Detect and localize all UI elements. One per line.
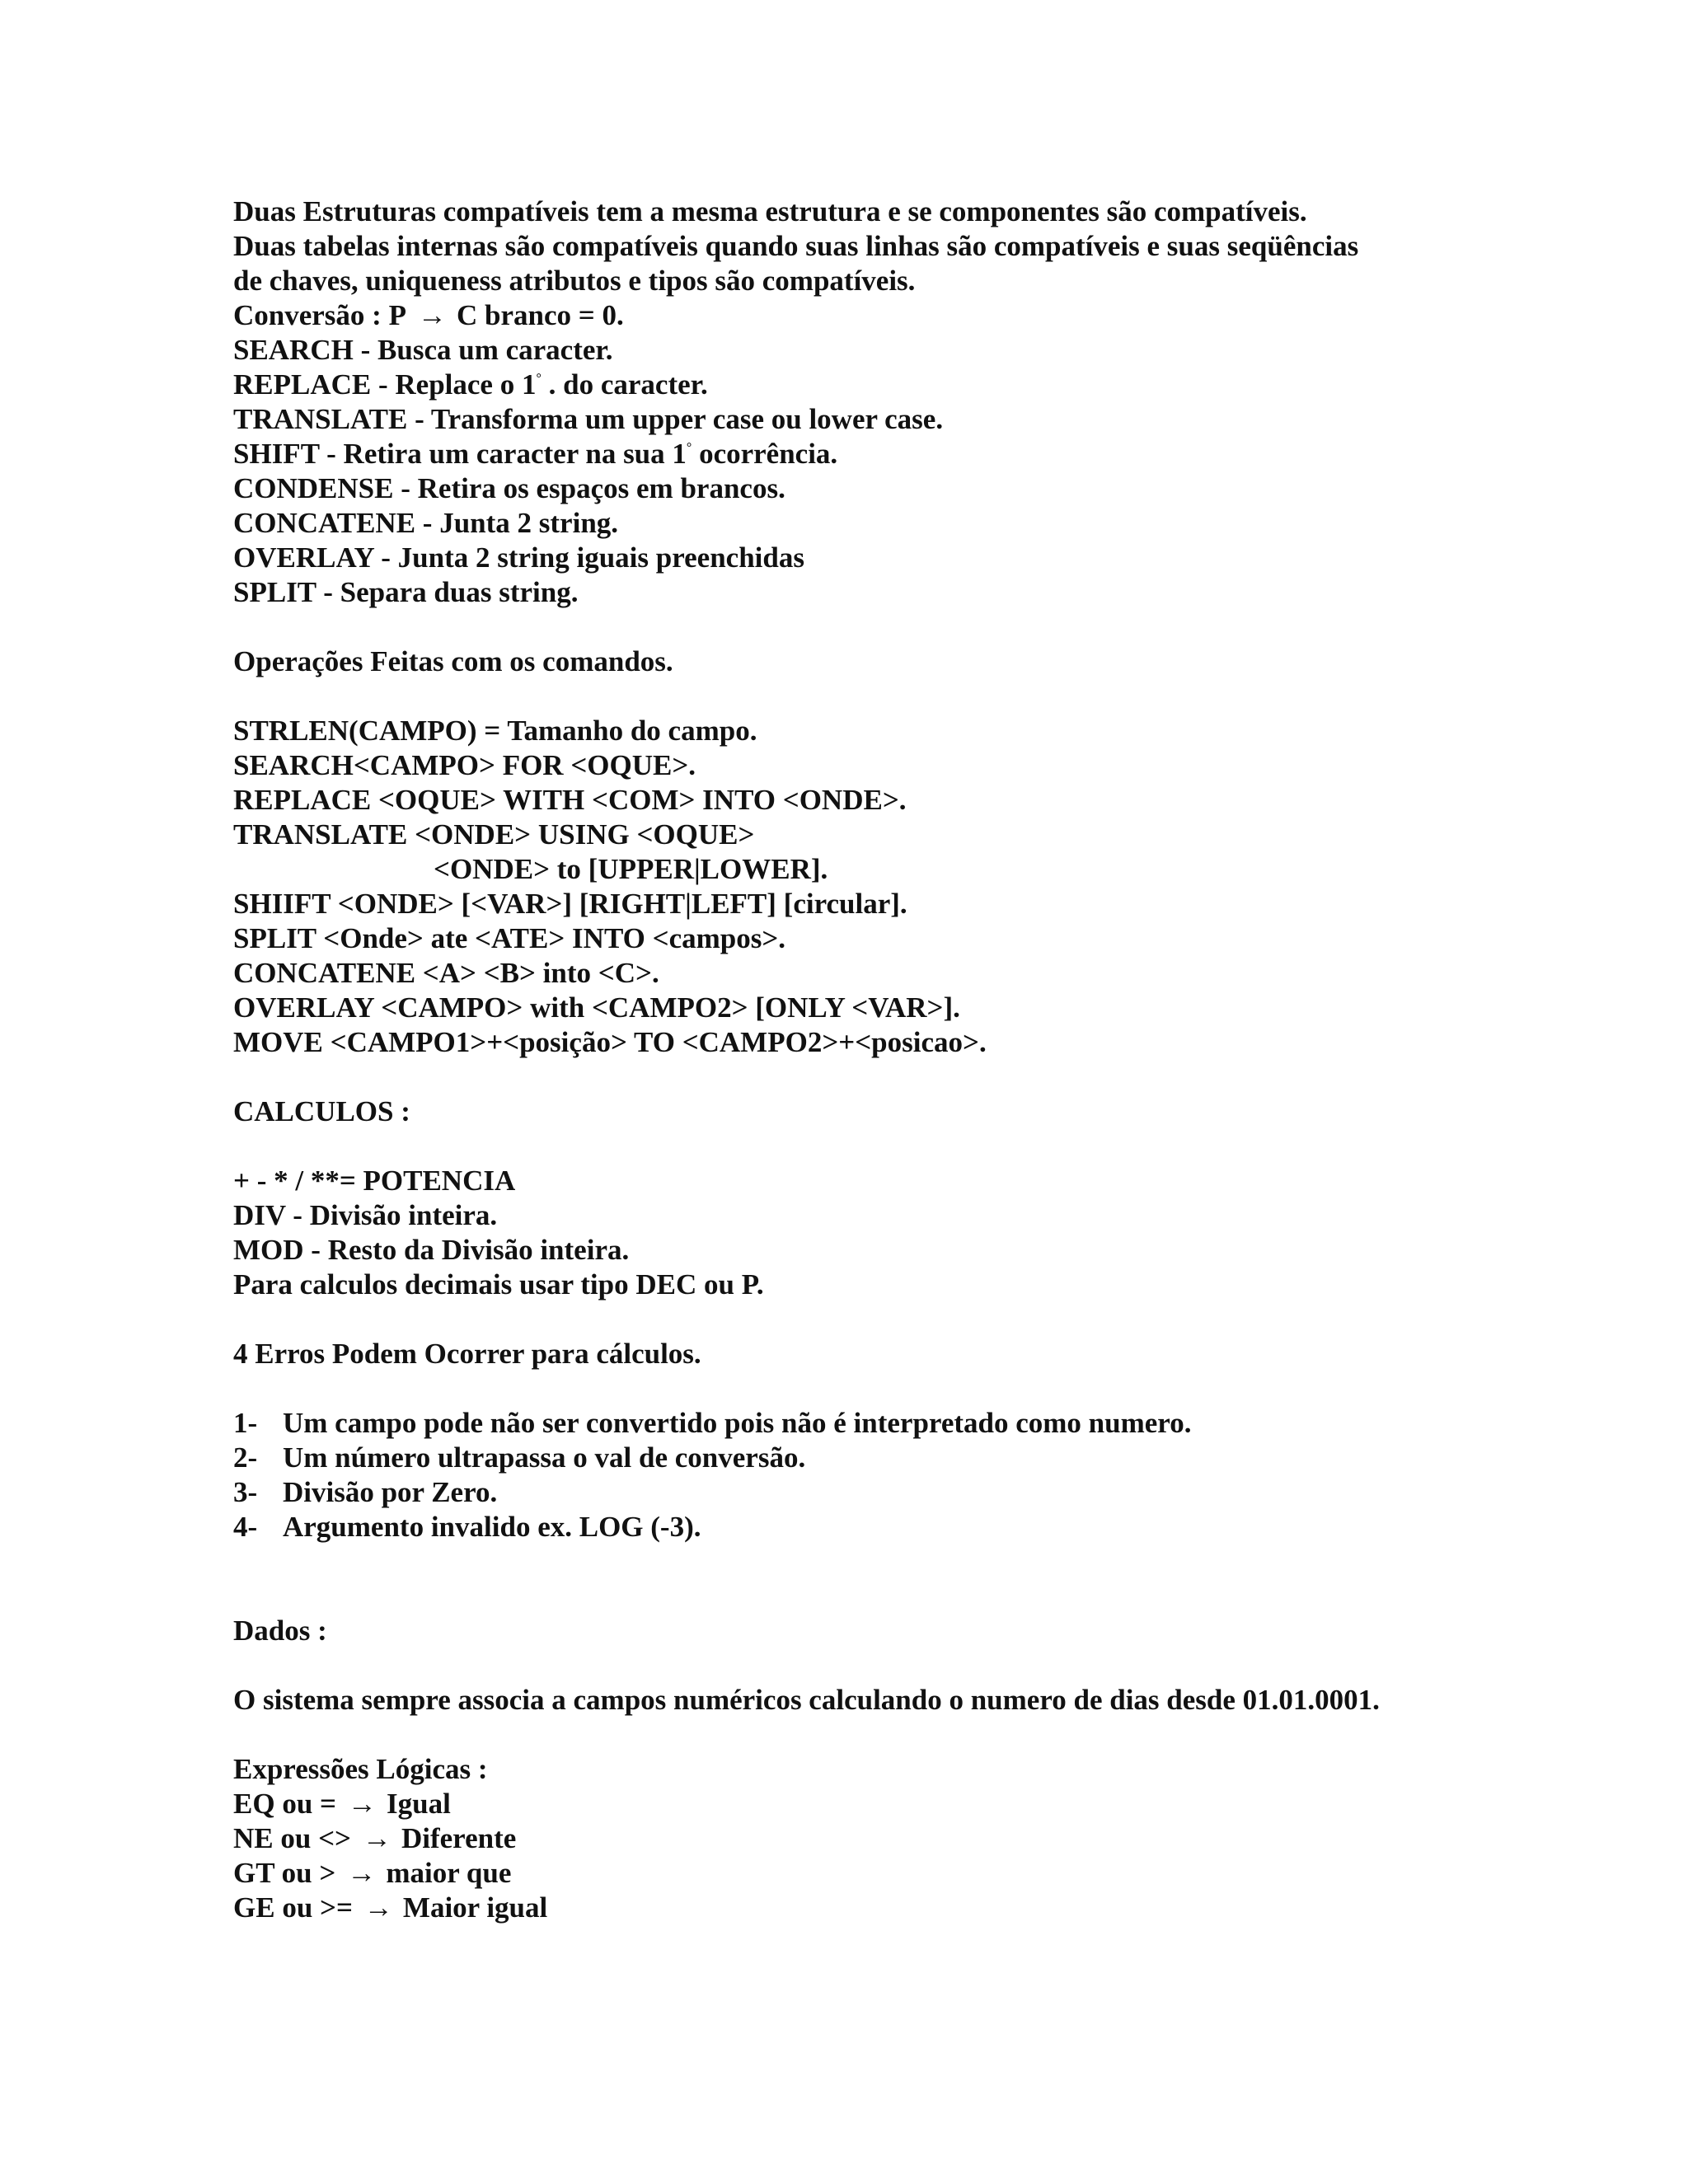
list-number: 2- — [233, 1441, 258, 1474]
command-shift-text: SHIFT - Retira um caracter na sua 1 — [233, 438, 687, 470]
spacer — [233, 1129, 1519, 1164]
intro-line-3: de chaves, uniqueness atributos e tipos são compatíveis. — [233, 265, 916, 297]
degree-sup: ° — [536, 372, 542, 386]
arrow-icon: → — [347, 1857, 377, 1889]
logicas-heading: Expressões Lógicas : — [233, 1753, 488, 1785]
logica-operator: GT ou > — [233, 1857, 336, 1889]
syntax-concatene: CONCATENE <A> <B> into <C>. — [233, 957, 659, 989]
logica-meaning: maior que — [386, 1857, 512, 1889]
operacoes-heading: Operações Feitas com os comandos. — [233, 645, 673, 677]
list-item — [233, 1475, 1519, 1510]
erros-heading: 4 Erros Podem Ocorrer para cálculos. — [233, 1338, 701, 1370]
conversao-left: Conversão : P — [233, 299, 406, 331]
logica-meaning: Igual — [386, 1788, 451, 1820]
logica-eq — [233, 1787, 1519, 1821]
command-replace-text: REPLACE - Replace o 1 — [233, 368, 537, 401]
logica-gt — [233, 1856, 1519, 1891]
list-number: 4- — [233, 1511, 258, 1543]
logica-operator: NE ou <> — [233, 1822, 351, 1854]
spacer — [233, 1718, 1519, 1752]
command-split: SPLIT - Separa duas string. — [233, 576, 579, 608]
spacer — [233, 1302, 1519, 1337]
list-text: Divisão por Zero. — [283, 1476, 498, 1508]
list-text: Um número ultrapassa o val de conversão. — [283, 1441, 806, 1474]
command-shift-rest: ocorrência. — [692, 438, 838, 470]
syntax-overlay: OVERLAY <CAMPO> with <CAMPO2> [ONLY <VAR>]. — [233, 991, 960, 1024]
degree-sup: ° — [686, 441, 692, 455]
spacer — [233, 1579, 1519, 1614]
syntax-move: MOVE <CAMPO1>+<posição> TO <CAMPO2>+<posicao>. — [233, 1026, 987, 1058]
list-text: Um campo pode não ser convertido pois não é interpretado como numero. — [283, 1407, 1192, 1439]
command-replace-rest: . do caracter. — [541, 368, 708, 401]
syntax-translate: TRANSLATE <ONDE> USING <OQUE> — [233, 818, 755, 851]
syntax-strlen: STRLEN(CAMPO) = Tamanho do campo. — [233, 715, 757, 747]
logica-operator: EQ ou = — [233, 1788, 336, 1820]
spacer — [233, 610, 1519, 644]
logica-meaning: Diferente — [401, 1822, 517, 1854]
list-item — [233, 1406, 1519, 1441]
command-condense: CONDENSE - Retira os espaços em brancos. — [233, 472, 785, 504]
list-number: 1- — [233, 1407, 258, 1439]
syntax-split: SPLIT <Onde> ate <ATE> INTO <campos>. — [233, 922, 786, 954]
spacer — [233, 679, 1519, 714]
command-concatene: CONCATENE - Junta 2 string. — [233, 507, 619, 539]
spacer — [233, 1371, 1519, 1406]
arrow-icon: → — [417, 299, 447, 331]
conversao-line — [233, 298, 1519, 333]
calculo-div: DIV - Divisão inteira. — [233, 1199, 498, 1231]
intro-line-1: Duas Estruturas compatíveis tem a mesma estrutura e se componentes são compatíveis. — [233, 195, 1307, 227]
logica-meaning: Maior igual — [402, 1891, 548, 1924]
syntax-translate-cont: <ONDE> to [UPPER|LOWER]. — [434, 853, 828, 885]
document-page — [233, 194, 1519, 1925]
command-search: SEARCH - Busca um caracter. — [233, 334, 613, 366]
syntax-replace: REPLACE <OQUE> WITH <COM> INTO <ONDE>. — [233, 784, 907, 816]
logica-ge — [233, 1891, 1519, 1925]
list-item — [233, 1441, 1519, 1475]
list-text: Argumento invalido ex. LOG (-3). — [283, 1511, 701, 1543]
arrow-icon: → — [363, 1891, 393, 1924]
logica-ne — [233, 1821, 1519, 1856]
arrow-icon: → — [347, 1788, 377, 1820]
conversao-right: C branco = 0. — [456, 299, 624, 331]
command-translate: TRANSLATE - Transforma um upper case ou lower case. — [233, 403, 944, 435]
calculo-decimal: Para calculos decimais usar tipo DEC ou P. — [233, 1268, 764, 1301]
spacer — [233, 1648, 1519, 1683]
arrow-icon: → — [362, 1822, 392, 1854]
spacer — [233, 1060, 1519, 1094]
list-item — [233, 1510, 1519, 1544]
calculos-heading: CALCULOS : — [233, 1095, 410, 1127]
logica-operator: GE ou >= — [233, 1891, 353, 1924]
intro-line-2: Duas tabelas internas são compatíveis quando suas linhas são compatíveis e suas seqüências — [233, 230, 1359, 262]
command-overlay: OVERLAY - Junta 2 string iguais preenchidas — [233, 541, 804, 574]
calculo-ops: + - * / **= POTENCIA — [233, 1165, 516, 1197]
syntax-search: SEARCH<CAMPO> FOR <OQUE>. — [233, 749, 696, 781]
dados-heading: Dados : — [233, 1615, 327, 1647]
dados-text: O sistema sempre associa a campos numéricos calculando o numero de dias desde 01.01.0001. — [233, 1684, 1380, 1716]
syntax-shift: SHIIFT <ONDE> [<VAR>] [RIGHT|LEFT] [circular]. — [233, 888, 907, 920]
command-shift — [233, 437, 1519, 471]
command-replace — [233, 368, 1519, 402]
list-number: 3- — [233, 1476, 258, 1508]
spacer — [233, 1544, 1519, 1579]
calculo-mod: MOD - Resto da Divisão inteira. — [233, 1234, 630, 1266]
